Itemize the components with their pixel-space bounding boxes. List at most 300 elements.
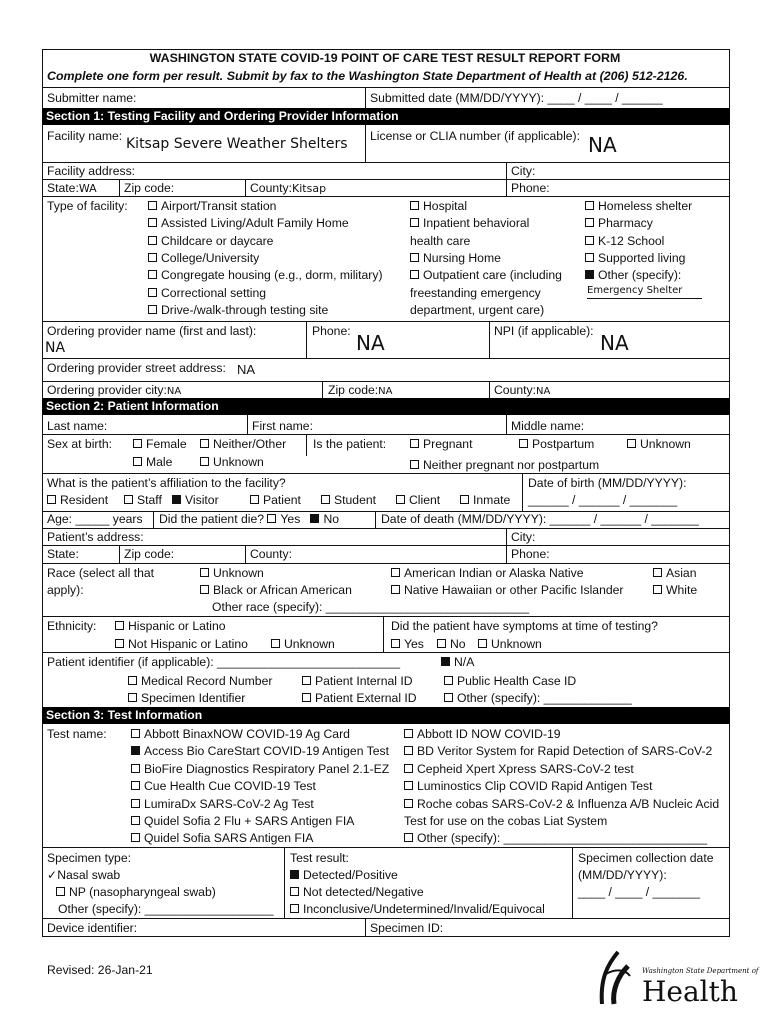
option-label: Neither pregnant nor postpartum [423, 458, 600, 472]
divider [284, 847, 285, 919]
option-label: Unknown [491, 637, 542, 651]
provider-street-label: Ordering provider street address: [47, 361, 226, 375]
test-option[interactable] [404, 728, 561, 740]
test-option[interactable] [404, 780, 653, 792]
option-label: Unknown [284, 637, 335, 651]
ethnicity-not-hispanic-option[interactable] [115, 638, 248, 650]
checkbox-icon [585, 201, 594, 210]
option-label: Specimen Identifier [141, 691, 246, 705]
dob-blank[interactable]: ______ / ______ / _______ [528, 493, 678, 507]
device-identifier-label: Device identifier: [47, 921, 138, 935]
patient-identifier-field[interactable]: Patient identifier (if applicable): ___________________________ [47, 655, 401, 669]
facility-type-option[interactable] [410, 252, 501, 264]
checkbox-icon [391, 585, 400, 594]
option-label: Public Health Case ID [457, 674, 577, 688]
ordering-provider-name-label: Ordering provider name (first and last): [47, 324, 257, 338]
divider [42, 918, 730, 919]
option-label: Inmate [473, 493, 511, 507]
specimen-id-label: Specimen ID: [370, 921, 444, 935]
option-label: Quidel Sofia SARS Antigen FIA [144, 831, 314, 846]
spec-nasal-option[interactable] [47, 869, 120, 881]
option-label: Asian [666, 566, 697, 580]
divider [245, 179, 246, 196]
checkbox-icon [131, 764, 140, 773]
facility-type-option[interactable] [585, 235, 664, 247]
option-label: Staff [137, 493, 162, 507]
divider [42, 652, 730, 653]
checkbox-icon [627, 439, 636, 448]
affiliation-option[interactable] [172, 494, 219, 506]
test-result-label: Test result: [290, 851, 349, 865]
checkbox-icon [133, 439, 142, 448]
preg-unknown-option[interactable] [627, 438, 691, 450]
test-option[interactable] [404, 763, 634, 775]
leaf-logo-icon [596, 950, 636, 1006]
checkbox-icon [148, 305, 157, 314]
checkbox-icon [131, 833, 140, 842]
license-label: License or CLIA number (if applicable): [370, 129, 581, 143]
divider [42, 87, 730, 88]
id-mrn-option[interactable] [128, 675, 272, 687]
option-label: Congregate housing (e.g., dorm, military) [161, 268, 383, 283]
test-option[interactable] [404, 798, 719, 810]
facility-type-option[interactable] [410, 200, 467, 212]
collection-date-label-1: Specimen collection date [578, 851, 714, 865]
npi-label: NPI (if applicable): [494, 324, 594, 338]
facility-name-label: Facility name: [47, 129, 123, 143]
type-of-facility-label: Type of facility: [47, 199, 128, 213]
checkbox-checked-icon [585, 270, 594, 279]
id-specimen-option[interactable] [128, 692, 245, 704]
option-label: Abbott ID NOW COVID-19 [417, 727, 561, 741]
facility-type-option[interactable] [148, 235, 273, 247]
section-1-header: Section 1: Testing Facility and Ordering Provider Information [42, 108, 730, 125]
form-bottom-border [42, 936, 730, 937]
checkbox-icon [148, 218, 157, 227]
divider [365, 918, 366, 936]
state-value[interactable]: WA [78, 182, 97, 195]
other-underline [587, 298, 702, 299]
option-label: Quidel Sofia 2 Flu + SARS Antigen FIA [144, 814, 355, 828]
race-pacific-islander-option[interactable] [391, 584, 623, 596]
divider [306, 321, 307, 358]
test-option[interactable] [131, 763, 389, 775]
facility-other-value[interactable]: Emergency Shelter [587, 285, 683, 296]
patient-zip-label: Zip code: [124, 547, 175, 561]
checkbox-icon [115, 621, 124, 630]
checkbox-icon [47, 495, 56, 504]
checkbox-icon [519, 439, 528, 448]
affiliation-option[interactable] [124, 494, 162, 506]
checkbox-icon [653, 568, 662, 577]
checkbox-checked-icon [131, 746, 140, 755]
divider [365, 87, 366, 108]
option-label: Native Hawaiian or other Pacific Islander [404, 583, 624, 597]
option-label: Nursing Home [423, 250, 501, 265]
affiliation-option[interactable] [47, 494, 108, 506]
test-name-label: Test name: [47, 727, 107, 741]
option-label: Other (specify): ___________________ [58, 902, 274, 916]
divider [42, 545, 730, 546]
affiliation-option[interactable] [396, 494, 440, 506]
patient-phone-label: Phone: [511, 547, 550, 561]
race-asian-option[interactable] [653, 567, 697, 579]
divider [42, 196, 730, 197]
facility-type-option[interactable] [148, 287, 266, 299]
county-label: County: [250, 181, 293, 195]
postpartum-option[interactable] [519, 438, 594, 450]
checkbox-icon [478, 639, 487, 648]
checkbox-icon [133, 457, 142, 466]
checkbox-icon[interactable] [267, 514, 276, 523]
divider [365, 125, 366, 162]
checkbox-icon [115, 639, 124, 648]
checkbox-icon [56, 887, 65, 896]
option-label: Black or African American [213, 583, 352, 597]
form-left-border [42, 49, 43, 937]
option-label: Cue Health Cue COVID-19 Test [144, 779, 316, 794]
symptoms-no-option[interactable] [437, 638, 466, 650]
state-label: State: [47, 181, 79, 195]
checkbox-icon [148, 236, 157, 245]
checkbox-icon [585, 253, 594, 262]
divider [247, 415, 248, 434]
divider [42, 616, 730, 617]
other-race-field[interactable]: Other race (specify): ______________________________ [212, 600, 530, 614]
checkbox-icon [444, 693, 453, 702]
checkbox-icon [148, 253, 157, 262]
race-black-option[interactable] [200, 584, 352, 596]
logo-health-text: Health [642, 975, 738, 1008]
facility-type-option[interactable] [410, 217, 529, 229]
divider [572, 847, 573, 919]
option-label: Other (specify): ______________________________ [417, 831, 708, 846]
divider [119, 545, 120, 563]
date-of-death[interactable]: Date of death (MM/DD/YYYY): ______ / ______ / _______ [381, 512, 699, 526]
ethnicity-label: Ethnicity: [47, 619, 97, 633]
option-label: Patient Internal ID [315, 674, 413, 688]
divider [42, 473, 730, 474]
checkbox-icon [404, 764, 413, 773]
facility-name-value[interactable]: Kitsap Severe Weather Shelters [126, 136, 348, 152]
city-label: City: [511, 164, 536, 178]
checkbox-icon [410, 253, 419, 262]
last-name-label: Last name: [47, 419, 108, 433]
checkbox-icon [200, 568, 209, 577]
divider [306, 434, 307, 456]
checkbox-icon [148, 288, 157, 297]
sex-female-option[interactable] [133, 438, 187, 450]
checkbox-icon [410, 439, 419, 448]
form-top-border [42, 49, 730, 50]
option-label: NP (nasopharyngeal swab) [69, 885, 216, 899]
checkbox-icon [302, 676, 311, 685]
facility-type-option[interactable] [585, 200, 692, 212]
option-label: Pharmacy [598, 216, 653, 231]
checkbox-icon [250, 495, 259, 504]
county-field [250, 182, 326, 194]
county-value[interactable]: Kitsap [292, 182, 327, 195]
symptoms-question: Did the patient have symptoms at time of testing? [391, 619, 658, 633]
provider-county-field [494, 384, 550, 397]
patient-city-label: City: [511, 530, 536, 544]
option-label: No [450, 637, 466, 651]
option-label: Assisted Living/Adult Family Home [161, 216, 349, 231]
test-option[interactable] [404, 832, 707, 844]
option-label: Patient [263, 493, 301, 507]
checkbox-icon [290, 904, 299, 913]
phone-label: Phone: [511, 181, 550, 195]
checkbox-icon [437, 639, 446, 648]
option-label: Drive-/walk-through testing site [161, 302, 329, 317]
test-option[interactable] [131, 798, 314, 810]
result-negative-option[interactable] [290, 886, 424, 898]
test-option[interactable] [404, 815, 607, 827]
option-label: Unknown [640, 437, 691, 451]
checkbox-checked-icon [172, 495, 181, 504]
provider-zip-value[interactable]: NA [378, 386, 393, 397]
neither-pregnant-option[interactable] [410, 459, 599, 471]
provider-city-value[interactable]: NA [166, 386, 182, 397]
divider [383, 616, 384, 652]
option-label: Unknown [213, 455, 264, 469]
checkbox-icon [271, 639, 280, 648]
checkbox-icon [200, 439, 209, 448]
test-option[interactable] [131, 832, 313, 844]
option-label: Correctional setting [161, 285, 266, 300]
option-label: Pregnant [423, 437, 473, 451]
affiliation-option[interactable] [321, 494, 376, 506]
option-label: LumiraDx SARS-CoV-2 Ag Test [144, 796, 314, 811]
provider-street-value[interactable]: NA [237, 362, 256, 377]
checkbox-icon [410, 218, 419, 227]
checkbox-icon [653, 585, 662, 594]
checkbox-checked-icon [290, 870, 299, 879]
option-label: Medical Record Number [141, 674, 273, 688]
option-label: Test for use on the cobas Liat System [404, 814, 608, 828]
option-label: White [666, 583, 698, 597]
checkbox-icon [410, 270, 419, 279]
facility-type-option[interactable] [148, 200, 276, 212]
option-label: College/University [161, 250, 260, 265]
ordering-provider-name-value[interactable]: NA [45, 340, 66, 356]
option-label: department, urgent care) [410, 302, 545, 317]
race-american-indian-option[interactable] [391, 567, 584, 579]
ethnicity-unknown-option[interactable] [271, 638, 335, 650]
option-label: Postpartum [532, 437, 595, 451]
option-label: Roche cobas SARS-CoV-2 & Influenza A/B Nucleic Acid [417, 796, 720, 811]
provider-phone-value[interactable]: NA [356, 331, 385, 355]
provider-zip-field [328, 384, 392, 397]
checkbox-icon [148, 201, 157, 210]
zip-label: Zip code: [124, 181, 175, 195]
result-inconclusive-option[interactable] [290, 903, 545, 915]
option-label: Inpatient behavioral [423, 216, 530, 231]
facility-address-label: Facility address: [47, 164, 136, 178]
middle-name-label: Middle name: [511, 419, 585, 433]
option-label: Airport/Transit station [161, 199, 277, 213]
option-label: Visitor [185, 493, 219, 507]
divider [42, 847, 730, 848]
facility-type-option[interactable] [148, 252, 259, 264]
logo-small-text: Washington State Department of [642, 967, 759, 975]
divider [322, 381, 323, 398]
submitter-name-label: Submitter name: [47, 91, 137, 105]
test-option[interactable] [131, 815, 354, 827]
facility-type-option[interactable] [410, 287, 541, 299]
facility-type-option[interactable] [585, 269, 681, 281]
checkbox-icon [302, 693, 311, 702]
did-die-field [159, 513, 339, 525]
option-label: Female [146, 437, 187, 451]
checkbox-icon [585, 218, 594, 227]
option-label: Neither/Other [213, 437, 287, 451]
age-field[interactable]: Age: _____ years [47, 512, 143, 526]
option-label: Access Bio CareStart COVID-19 Antigen Test [144, 744, 389, 759]
symptoms-unknown-option[interactable] [478, 638, 542, 650]
checkbox-icon [404, 781, 413, 790]
divider [375, 511, 376, 528]
checkbox-checked-icon[interactable] [310, 514, 319, 523]
provider-county-label: County: [494, 383, 537, 397]
checkbox-icon [131, 816, 140, 825]
race-white-option[interactable] [653, 584, 697, 596]
facility-type-option[interactable] [410, 304, 544, 316]
checkbox-icon [460, 495, 469, 504]
option-label: Outpatient care (including [423, 268, 562, 283]
race-label-line1: Race (select all that [47, 566, 155, 580]
option-label: Nasal swab [57, 868, 121, 882]
form-instructions: Complete one form per result. Submit by fax to the Washington State Department of Health at (206) 512-2126. [47, 69, 688, 83]
option-label: health care [410, 233, 471, 248]
divider [42, 162, 730, 163]
sex-unknown-option[interactable] [200, 456, 264, 468]
provider-zip-label: Zip code: [328, 383, 379, 397]
facility-type-option[interactable] [585, 217, 653, 229]
spec-np-option[interactable] [56, 886, 216, 898]
checkbox-icon [124, 495, 133, 504]
facility-type-option[interactable] [585, 252, 685, 264]
section-3-header: Section 3: Test Information [42, 707, 730, 724]
pregnant-option[interactable] [410, 438, 472, 450]
checkbox-icon [128, 676, 137, 685]
die-yes-label: Yes [280, 512, 301, 526]
option-label: K-12 School [598, 233, 665, 248]
option-label: Other (specify): [598, 268, 682, 283]
affiliation-question: What is the patient’s affiliation to the facility? [47, 476, 286, 490]
checkbox-icon [391, 568, 400, 577]
provider-county-value[interactable]: NA [536, 386, 551, 397]
checkbox-icon [396, 495, 405, 504]
collection-date-blank[interactable]: ____ / ____ / _______ [578, 885, 700, 899]
divider [42, 179, 730, 180]
divider [42, 381, 730, 382]
race-unknown-option[interactable] [200, 567, 264, 579]
id-internal-option[interactable] [302, 675, 413, 687]
patient-address-label: Patient’s address: [47, 530, 144, 544]
checkbox-icon [404, 799, 413, 808]
divider [153, 511, 154, 528]
option-label: Abbott BinaxNOW COVID-19 Ag Card [144, 727, 350, 741]
provider-phone-label: Phone: [312, 324, 351, 338]
did-die-label: Did the patient die? [159, 512, 265, 526]
checkbox-icon [410, 201, 419, 210]
patient-state-label: State: [47, 547, 79, 561]
divider [42, 528, 730, 529]
facility-type-option[interactable] [148, 304, 328, 316]
option-label: Patient External ID [315, 691, 417, 705]
option-label: Male [146, 455, 173, 469]
checkbox-icon [444, 676, 453, 685]
option-label: Homeless shelter [598, 199, 693, 213]
sex-male-option[interactable] [133, 456, 172, 468]
spec-other-option[interactable] [58, 903, 273, 915]
divider [489, 381, 490, 398]
test-option[interactable] [131, 745, 389, 757]
option-label: Unknown [213, 566, 264, 580]
facility-type-option[interactable] [148, 269, 383, 281]
option-label: Not Hispanic or Latino [128, 637, 248, 651]
option-label: Inconclusive/Undetermined/Invalid/Equivocal [303, 902, 545, 916]
affiliation-option[interactable] [250, 494, 301, 506]
option-label: Yes [404, 637, 424, 651]
license-value[interactable]: NA [588, 133, 617, 157]
checkbox-icon [290, 887, 299, 896]
option-label: American Indian or Alaska Native [404, 566, 584, 580]
divider [42, 358, 730, 359]
id-other-option[interactable] [444, 692, 632, 704]
patient-county-label: County: [250, 547, 293, 561]
facility-type-option[interactable] [148, 217, 349, 229]
option-label: N/A [454, 655, 475, 669]
option-label: BD Veritor System for Rapid Detection of SARS-CoV-2 [417, 744, 713, 759]
checkbox-icon [200, 585, 209, 594]
collection-date-label-2: (MM/DD/YYYY): [578, 868, 667, 882]
checkbox-icon [404, 746, 413, 755]
option-label: freestanding emergency [410, 285, 541, 300]
option-label: Luminostics Clip COVID Rapid Antigen Test [417, 779, 653, 794]
ethnicity-hispanic-option[interactable] [115, 620, 226, 632]
is-the-patient-label: Is the patient: [313, 437, 387, 451]
checkbox-checked-icon [441, 657, 450, 666]
first-name-label: First name: [252, 419, 313, 433]
result-positive-option[interactable] [290, 869, 398, 881]
checkbox-icon [148, 270, 157, 279]
option-label: Detected/Positive [303, 868, 398, 882]
facility-type-option[interactable] [410, 235, 470, 247]
id-external-option[interactable] [302, 692, 417, 704]
test-option[interactable] [131, 728, 350, 740]
facility-type-option[interactable] [410, 269, 562, 281]
affiliation-option[interactable] [460, 494, 510, 506]
checkbox-icon [321, 495, 330, 504]
id-public-health-option[interactable] [444, 675, 576, 687]
npi-value[interactable]: NA [600, 331, 629, 355]
doh-logo [596, 950, 759, 1010]
identifier-na-option[interactable] [441, 656, 474, 668]
symptoms-yes-option[interactable] [391, 638, 424, 650]
checkbox-icon [131, 799, 140, 808]
divider [506, 415, 507, 434]
option-label: Resident [60, 493, 109, 507]
revised-date: Revised: 26-Jan-21 [47, 963, 153, 977]
sex-at-birth-label: Sex at birth: [47, 437, 113, 451]
sex-neither-option[interactable] [200, 438, 286, 450]
test-option[interactable] [131, 780, 316, 792]
option-label: Hospital [423, 199, 468, 213]
submitted-date-label: Submitted date (MM/DD/YYYY): ____ / ____ / ______ [370, 91, 663, 105]
test-option[interactable] [404, 745, 712, 757]
